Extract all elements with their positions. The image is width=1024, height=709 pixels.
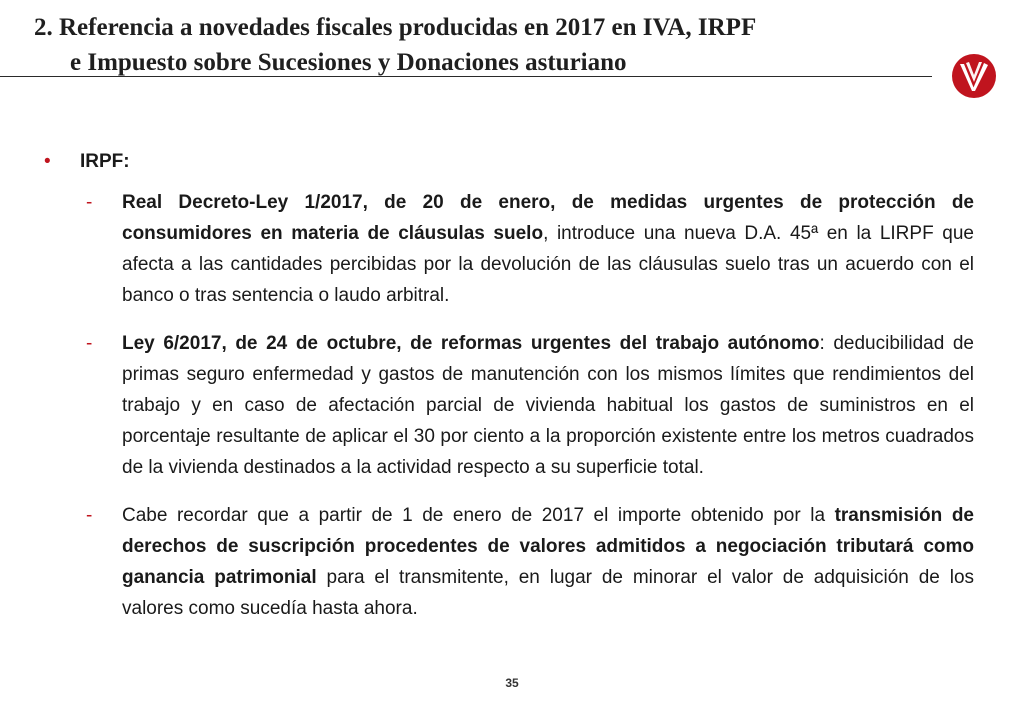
title-underline-divider <box>0 76 932 77</box>
item-rest-text: para el transmitente, en lugar de minorar el valor de adquisición de los valores como sucedía hasta ahora. <box>122 567 975 619</box>
dash-marker: - <box>86 505 93 526</box>
item-bold-text: Ley 6/2017, de 24 de octubre, de reformas urgentes del trabajo autónomo <box>122 333 820 354</box>
dash-marker: - <box>86 192 93 213</box>
item-text <box>122 328 974 483</box>
slide-title-line-2: e Impuesto sobre Sucesiones y Donaciones asturiano <box>70 49 627 76</box>
item-rest-text: : deducibilidad de primas seguro enfermedad y gastos de manutención con los mismos límites que rendimientos del trabajo y en caso de afectación parcial de vivienda habitual los gastos de suministros en el porcentaje resultante de aplicar el 30 por ciento a la proporción existente entre los metros cuadrados de la vivienda destinados a la actividad respecto a su superficie total. <box>122 333 974 478</box>
brand-logo-icon <box>951 53 997 99</box>
slide-title <box>34 10 934 80</box>
section-label: IRPF: <box>80 151 130 172</box>
item-bold-text: transmisión de derechos de suscripción procedentes de valores admitidos a negociación tributará como ganancia patrimonial <box>122 505 974 588</box>
red-circle-v-logo-icon <box>951 53 997 99</box>
item-rest-text: , introduce una nueva D.A. 45ª en la LIRPF que afecta a las cantidades percibidas por la devolución de las cláusulas suelo tras un acuerdo con el banco o tras sentencia o laudo arbitral. <box>122 223 974 306</box>
item-bold-text: Real Decreto-Ley 1/2017, de 20 de enero, de medidas urgentes de protección de consumidores en materia de cláusulas suelo <box>122 192 974 244</box>
bullet-dot-icon: • <box>44 151 51 172</box>
item-lead-text: Cabe recordar que a partir de 1 de enero de 2017 el importe obtenido por la <box>122 505 835 526</box>
item-text <box>122 500 974 624</box>
slide-title-line-1: 2. Referencia a novedades fiscales producidas en 2017 en IVA, IRPF <box>34 14 757 41</box>
page-number: 35 <box>505 676 519 690</box>
list-item <box>86 328 974 483</box>
irpf-items-list <box>86 187 974 641</box>
item-text <box>122 187 974 311</box>
list-item <box>86 500 974 624</box>
list-item <box>86 187 974 311</box>
dash-marker: - <box>86 333 93 354</box>
